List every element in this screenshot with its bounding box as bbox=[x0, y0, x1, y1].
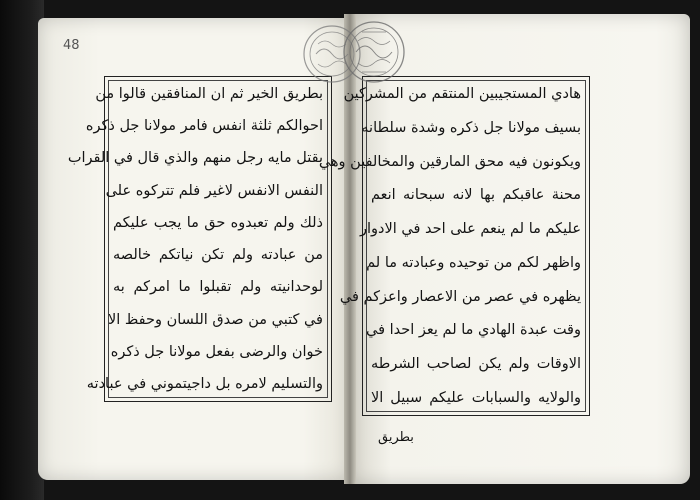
right-text-frame bbox=[318, 76, 590, 416]
text-line: هادي المستجيبين المنتقم من المشركين bbox=[343, 86, 581, 102]
text-line: من عبادته ولم تكن نياتكم خالصه bbox=[113, 247, 323, 264]
text-line: الاوقات ولم يكن لصاحب الشرطه bbox=[371, 356, 581, 373]
text-line: احوالكم ثلثة انفس فامر مولانا جل ذكره bbox=[85, 118, 323, 135]
text-line: في كتبي من صدق اللسان وحفظ الا bbox=[107, 311, 323, 328]
right-text-block bbox=[318, 81, 581, 411]
text-line: يظهره في عصر من الاعصار واعزكم في bbox=[339, 288, 581, 305]
text-line: وقت عبدة الهادي ما لم يعز احدا في bbox=[366, 322, 581, 339]
left-text-block bbox=[67, 81, 323, 397]
text-line: والتسليم لامره بل داجيتموني في عبادته bbox=[86, 375, 323, 392]
left-text-frame bbox=[67, 76, 332, 402]
text-line: بسيف مولانا جل ذكره وشدة سلطانه bbox=[361, 119, 581, 136]
text-line: ويكونون فيه محق المارقين والمخالفين وهي bbox=[318, 153, 581, 170]
seal-left-ring bbox=[304, 26, 360, 82]
seal-right-ring bbox=[344, 22, 404, 82]
folio-number: 48 bbox=[63, 38, 80, 53]
text-line: خوان والرضى بفعل مولانا جل ذكره bbox=[110, 343, 323, 360]
library-seal-stamp bbox=[298, 14, 408, 94]
text-line: محنة عاقبكم بها لانه سبحانه انعم bbox=[371, 187, 581, 204]
catchword: بطريق bbox=[378, 430, 414, 445]
text-line: عليكم ما لم ينعم على احد في الادوار bbox=[359, 221, 581, 238]
text-line: ذلك ولم تعبدوه حق ما يجب عليكم bbox=[113, 214, 323, 231]
text-line: والولايه والسبابات عليكم سبيل الا bbox=[371, 389, 581, 406]
text-line: النفس الانفس لاغير فلم تتركوه على bbox=[105, 182, 323, 199]
text-line: واظهر لكم من توحيده وعبادته ما لم bbox=[366, 254, 581, 271]
text-line: بطريق الخير ثم ان المنافقين قالوا من bbox=[95, 86, 323, 102]
text-line: بقتل مايه رجل منهم والذي قال في القراب bbox=[67, 150, 323, 167]
text-line: لوحدانيته ولم تقبلوا ما امركم به bbox=[113, 279, 323, 296]
